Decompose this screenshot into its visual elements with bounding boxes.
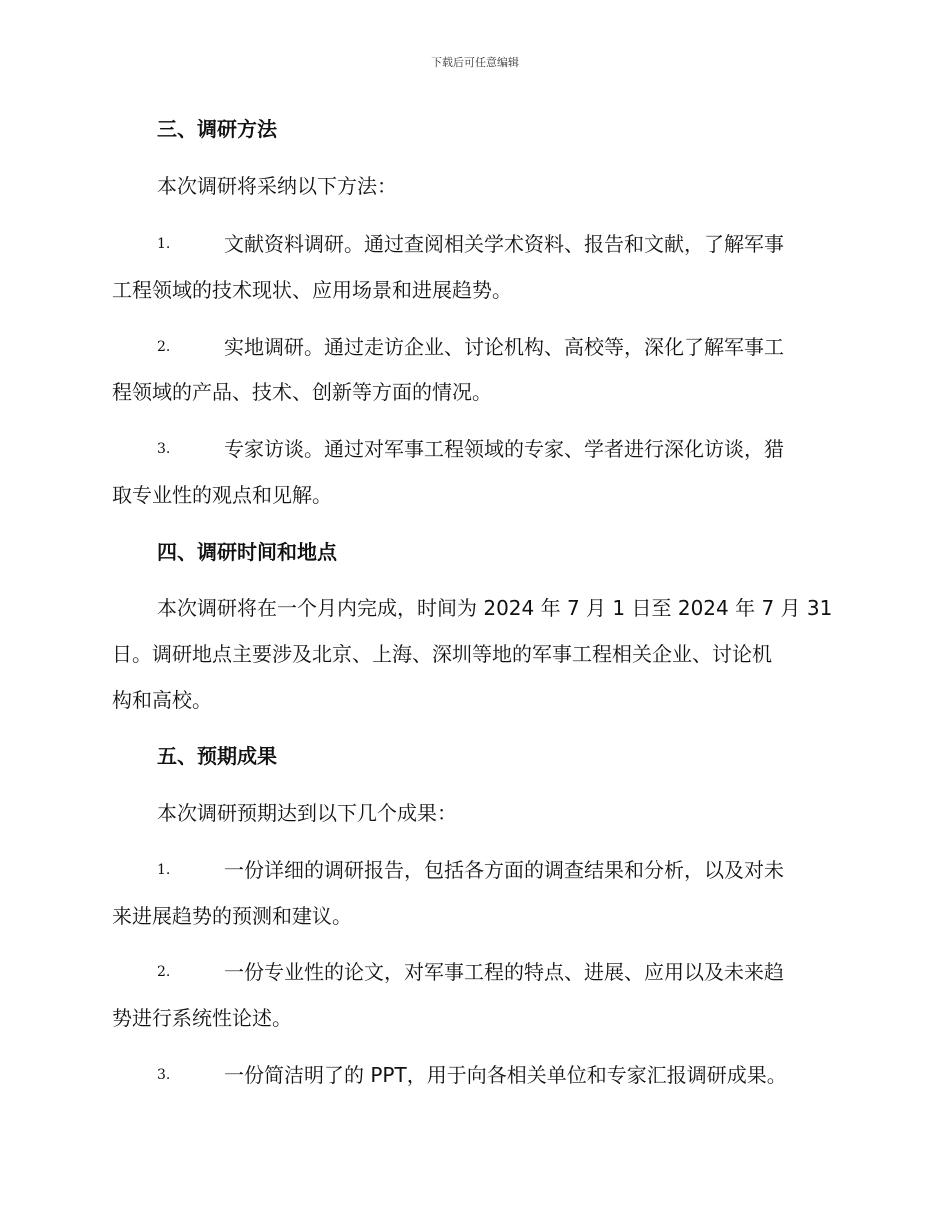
section-heading-expected-results: 五、预期成果 xyxy=(157,744,277,768)
list-item-text: 一份简洁明了的 PPT，用于向各相关单位和专家汇报调研成果。 xyxy=(224,1063,787,1087)
list-item-text-continued: 取专业性的观点和见解。 xyxy=(112,483,332,507)
list-item-text: 一份专业性的论文，对军事工程的特点、进展、应用以及未来趋 xyxy=(224,960,784,984)
paragraph-time-location-continued: 日。调研地点主要涉及北京、上海、深圳等地的军事工程相关企业、讨论机 xyxy=(112,642,772,666)
list-number: 2. xyxy=(157,964,171,980)
list-item-text: 专家访谈。通过对军事工程领域的专家、学者进行深化访谈，猎 xyxy=(224,437,784,461)
paragraph-time-location: 本次调研将在一个月内完成，时间为 2024 年 7 月 1 日至 2024 年 7 月 31 xyxy=(157,596,833,620)
paragraph-results-intro: 本次调研预期达到以下几个成果： xyxy=(157,801,457,825)
paragraph-time-location-continued: 构和高校。 xyxy=(112,688,212,712)
page-header: 下载后可任意编辑 xyxy=(431,56,519,69)
list-item-text-continued: 工程领域的技术现状、应用场景和进展趋势。 xyxy=(112,278,512,302)
list-item-text: 一份详细的调研报告，包括各方面的调查结果和分析，以及对未 xyxy=(224,858,784,882)
section-heading-time-location: 四、调研时间和地点 xyxy=(157,540,337,564)
list-number: 2. xyxy=(157,339,171,355)
list-number: 3. xyxy=(157,1067,171,1083)
list-number: 1. xyxy=(157,862,171,878)
list-item-text: 实地调研。通过走访企业、讨论机构、高校等，深化了解军事工 xyxy=(224,335,784,359)
list-number: 1. xyxy=(157,236,171,252)
list-number: 3. xyxy=(157,441,171,457)
list-item-text-continued: 势进行系统性论述。 xyxy=(112,1006,292,1030)
list-item-text: 文献资料调研。通过查阅相关学术资料、报告和文献，了解军事 xyxy=(224,232,784,256)
list-item-text-continued: 来进展趋势的预测和建议。 xyxy=(112,904,352,928)
section-heading-methods: 三、调研方法 xyxy=(157,117,277,141)
list-item-text-continued: 程领域的产品、技术、创新等方面的情况。 xyxy=(112,380,492,404)
paragraph-methods-intro: 本次调研将采纳以下方法： xyxy=(157,174,397,198)
